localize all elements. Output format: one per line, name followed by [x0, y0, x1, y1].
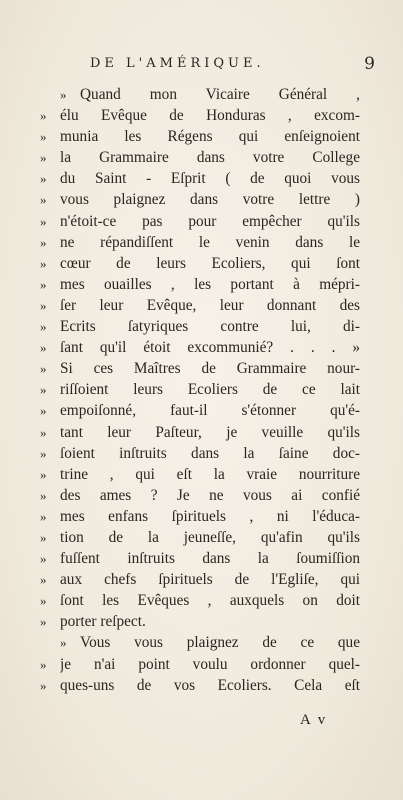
text-line [40, 337, 360, 358]
line-text: ques-uns de vos Ecoliers. Cela eſt [60, 676, 360, 694]
guillemet-marker: » [60, 87, 67, 102]
text-line [40, 211, 360, 232]
line-text: cœur de leurs Ecoliers, qui ſont [60, 254, 360, 272]
line-text: élu Evêque de Honduras , excom- [60, 107, 360, 125]
text-line [40, 569, 360, 590]
catchword: A v [300, 712, 328, 728]
line-text: trine , qui eſt la vraie nourriture [60, 465, 360, 483]
text-line [40, 485, 360, 506]
line-text: la Grammaire dans votre College [60, 149, 360, 167]
guillemet-marker: » [40, 445, 47, 461]
text-line [40, 147, 360, 168]
text-line [40, 295, 360, 316]
text-line [40, 400, 360, 421]
guillemet-marker: » [40, 403, 47, 419]
text-line [40, 105, 360, 126]
text-line [40, 548, 360, 569]
text-line [40, 464, 360, 485]
text-line [40, 654, 360, 675]
text-line [40, 84, 360, 105]
running-head: DE L'AMÉRIQUE. [90, 56, 265, 71]
line-text: mes enfans ſpirituels , ni l'éduca- [60, 507, 360, 525]
text-line [40, 527, 360, 548]
line-text: des ames ? Je ne vous ai confié [60, 486, 360, 504]
line-text: ſant qu'il étoit excommunié? . . . » [60, 339, 360, 357]
line-text: aux chefs ſpirituels de l'Egliſe, qui [60, 571, 360, 589]
line-text: fuſſent inſtruits dans la ſoumiſſion [60, 550, 360, 568]
line-text: ſer leur Evêque, leur donnant des [60, 296, 360, 314]
guillemet-marker: » [40, 192, 47, 208]
text-line [40, 611, 360, 632]
line-text: munia les Régens qui enſeignoient [60, 128, 360, 146]
line-text: vous plaignez dans votre lettre ) [60, 191, 360, 209]
guillemet-marker: » [40, 424, 47, 440]
text-line [40, 632, 360, 653]
page-number: 9 [364, 54, 375, 74]
line-text: riſſoient leurs Ecoliers de ce lait [60, 381, 360, 399]
guillemet-marker: » [40, 572, 47, 588]
text-line [40, 358, 360, 379]
guillemet-marker: » [60, 635, 67, 651]
text-line [40, 675, 360, 696]
line-text: ſoient inſtruits dans la ſaine doc- [60, 444, 360, 462]
text-line [40, 422, 360, 443]
line-text: mes ouailles , les portant à mépri- [60, 275, 360, 293]
guillemet-marker: » [40, 677, 47, 693]
guillemet-marker: » [40, 466, 47, 482]
line-text: Si ces Maîtres de Grammaire nour- [60, 360, 360, 378]
guillemet-marker: » [40, 656, 47, 672]
line-text: empoiſonné, faut-il s'étonner qu'é- [60, 402, 360, 420]
page-header [40, 54, 385, 78]
guillemet-marker: » [40, 508, 47, 524]
body-text [40, 84, 360, 696]
line-text: Vous vous plaignez de ce que [80, 634, 360, 652]
guillemet-marker: » [40, 150, 47, 166]
text-line [40, 274, 360, 295]
text-line [40, 316, 360, 337]
line-text: tant leur Paſteur, je veuille qu'ils [60, 423, 360, 441]
guillemet-marker: » [40, 340, 47, 356]
guillemet-marker: » [40, 108, 47, 124]
guillemet-marker: » [40, 129, 47, 145]
guillemet-marker: » [40, 276, 47, 292]
guillemet-marker: » [40, 614, 47, 630]
line-text: n'étoit-ce pas pour empêcher qu'ils [60, 212, 360, 230]
line-text: Quand mon Vicaire Général , [80, 86, 360, 103]
text-line [40, 379, 360, 400]
text-line [40, 253, 360, 274]
guillemet-marker: » [40, 234, 47, 250]
line-text: je n'ai point voulu ordonner quel- [60, 655, 360, 673]
line-text: ne répandiſſent le venin dans le [60, 233, 360, 251]
line-text: Ecrits ſatyriques contre lui, di- [60, 318, 360, 336]
text-line [40, 506, 360, 527]
guillemet-marker: » [40, 297, 47, 313]
line-text: tion de la jeuneſſe, qu'afin qu'ils [60, 528, 360, 546]
guillemet-marker: » [40, 529, 47, 545]
guillemet-marker: » [40, 487, 47, 503]
guillemet-marker: » [40, 551, 47, 567]
line-text: du Saint - Eſprit ( de quoi vous [60, 170, 360, 188]
guillemet-marker: » [40, 213, 47, 229]
text-line [40, 232, 360, 253]
text-line [40, 189, 360, 210]
guillemet-marker: » [40, 171, 47, 187]
text-line [40, 590, 360, 611]
guillemet-marker: » [40, 319, 47, 335]
text-line [40, 126, 360, 147]
guillemet-marker: » [40, 255, 47, 271]
guillemet-marker: » [40, 382, 47, 398]
text-line [40, 168, 360, 189]
guillemet-marker: » [40, 361, 47, 377]
line-text: ſont les Evêques , auxquels on doit [60, 592, 360, 610]
text-line [40, 443, 360, 464]
line-text: porter reſpect. [60, 613, 146, 631]
guillemet-marker: » [40, 593, 47, 609]
